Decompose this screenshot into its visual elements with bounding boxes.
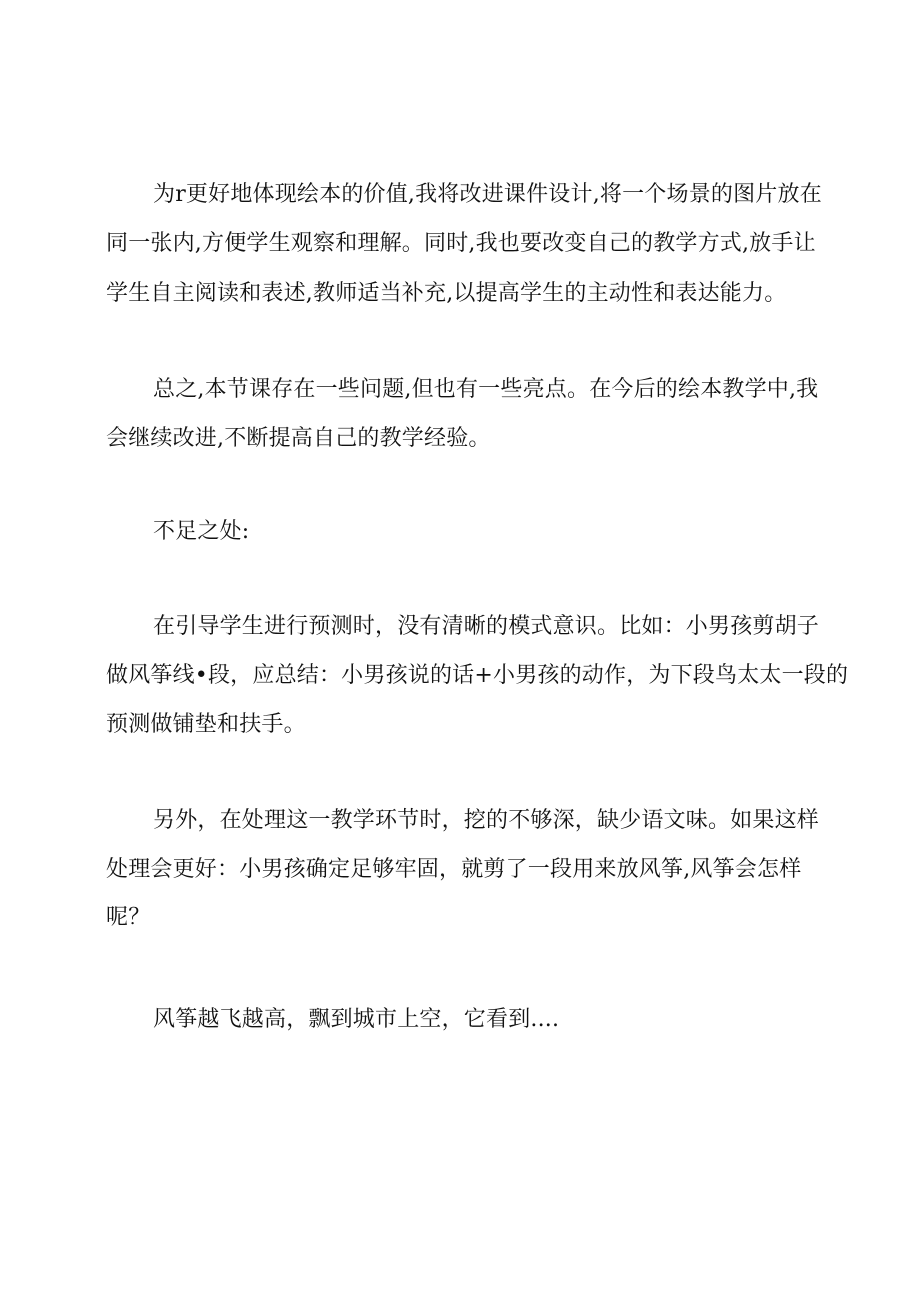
text-line: 同一张内,方便学生观察和理解。同时,我也要改变自己的教学方式,放手让 [106,231,816,256]
text-line: 不足之处: [153,519,250,544]
text-line: 在引导学生进行预测时，没有清晰的模式意识。比如：小男孩剪胡子 [153,614,820,639]
text-line: 处理会更好：小男孩确定足够牢固，就剪了一段用来放风筝,风筝会怎样 [106,857,802,882]
text-line: 总之,本节课存在一些问题,但也有一些亮点。在今后的绘本教学中,我 [153,377,819,402]
text-line: 另外，在处理这一教学环节时，挖的不够深，缺少语文味。如果这样 [153,808,820,833]
text-line: 学生自主阅读和表述,教师适当补充,以提高学生的主动性和表达能力。 [106,281,787,306]
text-line: 预测做铺垫和扶手。 [106,712,306,737]
text-line: 为r更好地体现绘本的价值,我将改进课件设计,将一个场景的图片放在 [153,182,822,207]
text-line: 风筝越飞越高，飘到城市上空，它看到.... [153,1007,560,1032]
text-line: 呢？ [106,905,151,930]
text-line: 做风筝线•段，应总结：小男孩说的话+小男孩的动作，为下段鸟太太一段的 [106,663,849,688]
text-line: 会继续改进,不断提高自己的教学经验。 [106,426,491,451]
